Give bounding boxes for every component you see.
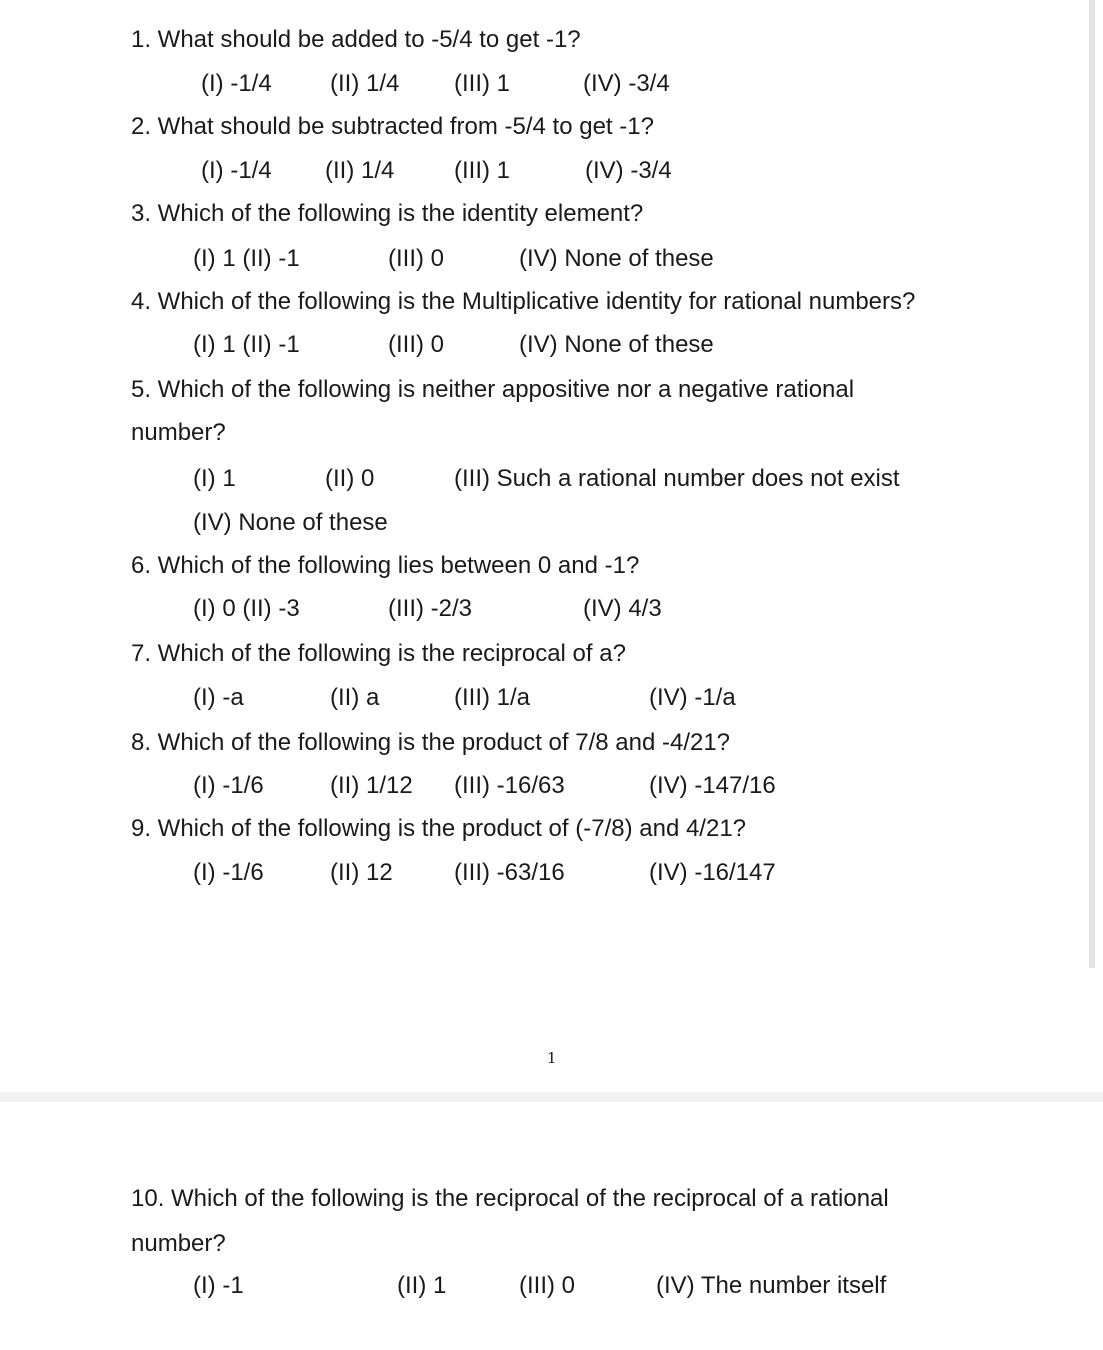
question-1: 1. What should be added to -5/4 to get -1? [131, 26, 581, 53]
question-3: 3. Which of the following is the identity element? [131, 200, 644, 227]
question-4: 4. Which of the following is the Multiplicative identity for rational numbers? [131, 288, 916, 315]
q7-option-2: (II) a [330, 684, 380, 711]
question-10-continued: number? [131, 1230, 226, 1257]
q10-option-4: (IV) The number itself [656, 1272, 887, 1299]
q5-option-2: (II) 0 [325, 465, 375, 492]
q1-option-2: (II) 1/4 [330, 70, 400, 97]
page-separator [0, 1092, 1103, 1102]
q8-option-4: (IV) -147/16 [649, 772, 776, 799]
q4-option-3: (IV) None of these [519, 331, 714, 358]
q1-option-3: (III) 1 [454, 70, 511, 97]
question-9: 9. Which of the following is the product of (-7/8) and 4/21? [131, 815, 747, 842]
q9-option-2: (II) 12 [330, 859, 393, 886]
question-7: 7. Which of the following is the reciprocal of a? [131, 640, 626, 667]
q4-option-1: (I) 1 (II) -1 [193, 331, 300, 358]
question-8: 8. Which of the following is the product of 7/8 and -4/21? [131, 729, 731, 756]
q1-option-4: (IV) -3/4 [583, 70, 670, 97]
q6-option-3: (IV) 4/3 [583, 595, 662, 622]
q5-option-4: (IV) None of these [193, 509, 388, 536]
question-5-continued: number? [131, 419, 226, 446]
question-2: 2. What should be subtracted from -5/4 to get -1? [131, 113, 654, 140]
document-page-2 [0, 1102, 1103, 1350]
q1-option-1: (I) -1/4 [201, 70, 272, 97]
q10-option-3: (III) 0 [519, 1272, 576, 1299]
q3-option-1: (I) 1 (II) -1 [193, 245, 300, 272]
q9-option-1: (I) -1/6 [193, 859, 264, 886]
question-6: 6. Which of the following lies between 0 and -1? [131, 552, 640, 579]
q9-option-4: (IV) -16/147 [649, 859, 776, 886]
q8-option-2: (II) 1/12 [330, 772, 413, 799]
q10-option-2: (II) 1 [397, 1272, 447, 1299]
q7-option-1: (I) -a [193, 684, 244, 711]
q7-option-4: (IV) -1/a [649, 684, 736, 711]
question-10: 10. Which of the following is the reciprocal of the reciprocal of a rational [131, 1185, 889, 1212]
scrollbar[interactable] [1089, 0, 1095, 968]
q2-option-3: (III) 1 [454, 157, 511, 184]
question-5: 5. Which of the following is neither appositive nor a negative rational [131, 376, 855, 403]
page-number: 1 [547, 1049, 557, 1067]
q6-option-1: (I) 0 (II) -3 [193, 595, 300, 622]
q4-option-2: (III) 0 [388, 331, 445, 358]
q2-option-1: (I) -1/4 [201, 157, 272, 184]
q9-option-3: (III) -63/16 [454, 859, 565, 886]
q2-option-4: (IV) -3/4 [585, 157, 672, 184]
q6-option-2: (III) -2/3 [388, 595, 473, 622]
q7-option-3: (III) 1/a [454, 684, 531, 711]
q3-option-2: (III) 0 [388, 245, 445, 272]
q3-option-3: (IV) None of these [519, 245, 714, 272]
q8-option-3: (III) -16/63 [454, 772, 565, 799]
q5-option-1: (I) 1 [193, 465, 236, 492]
q8-option-1: (I) -1/6 [193, 772, 264, 799]
q10-option-1: (I) -1 [193, 1272, 244, 1299]
q2-option-2: (II) 1/4 [325, 157, 395, 184]
q5-option-3: (III) Such a rational number does not exist [454, 465, 900, 492]
